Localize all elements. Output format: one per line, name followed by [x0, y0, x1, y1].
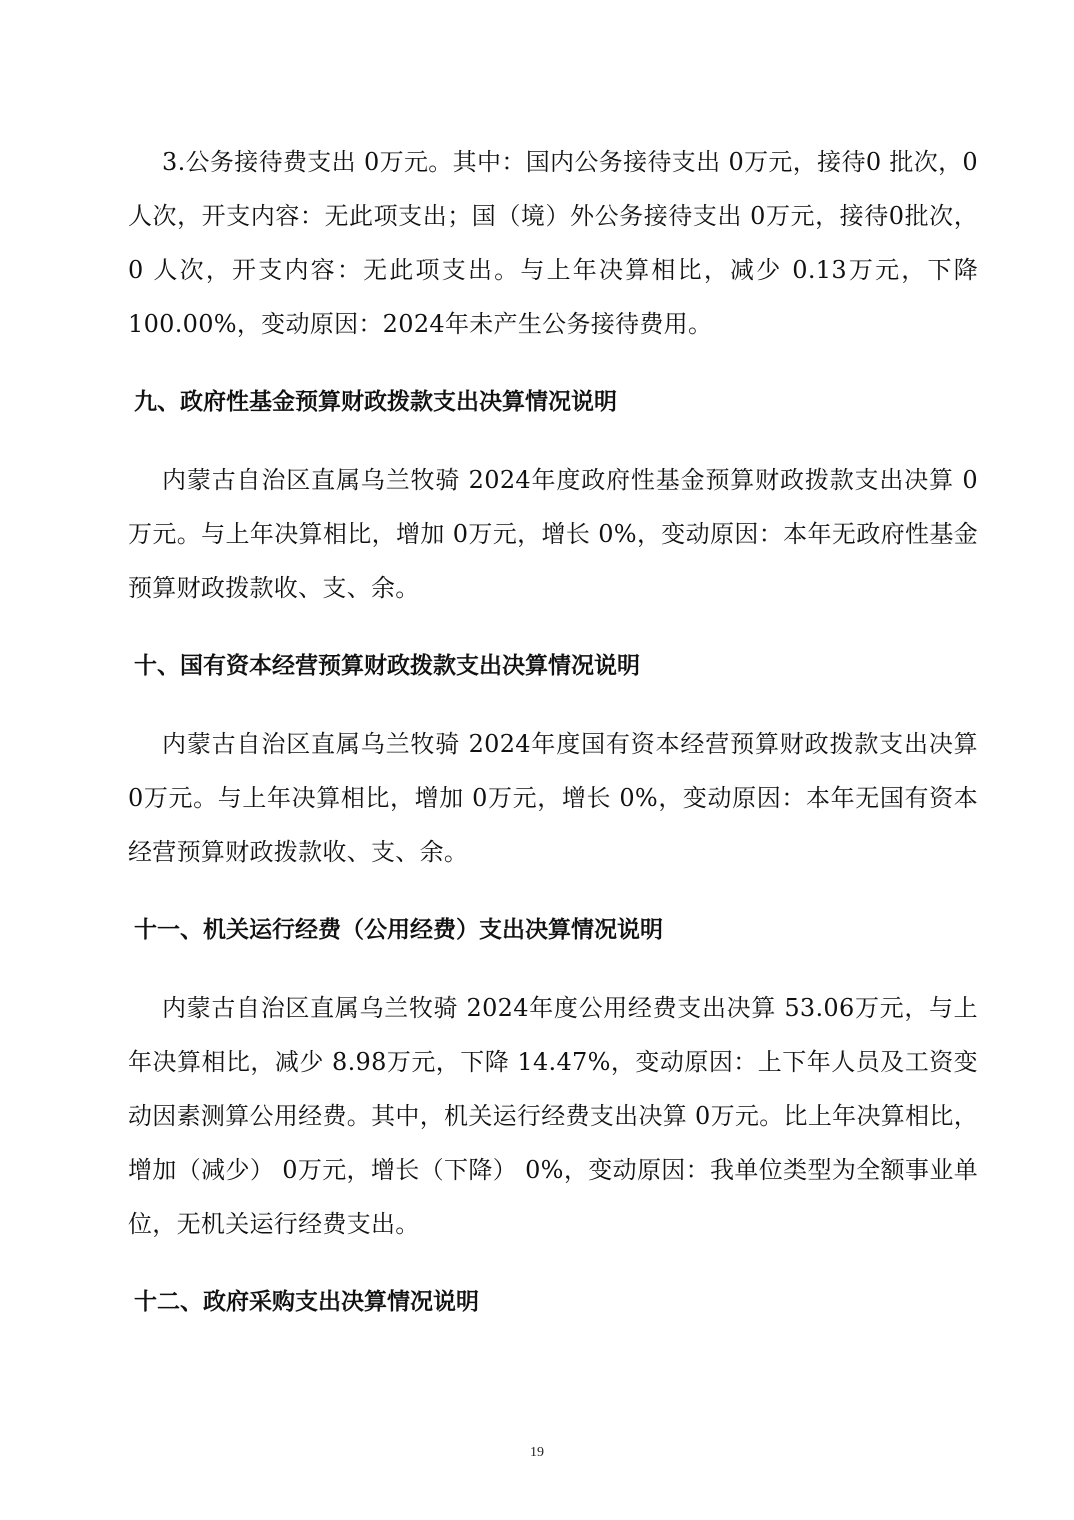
heading-section-12: 十二、政府采购支出决算情况说明 [134, 1289, 479, 1315]
paragraph-hospitality-expense: 3.公务接待费支出 0万元。其中：国内公务接待支出 0万元，接待0 批次，0 人次，开支内容：无此项支出；国（境）外公务接待支出 0万元，接待0批次，0 人次，开支内容：无此项支出。与上年决算相比，减少 0.13万元，下降 100.00%，变动原因：2024年未产生公务接待费用。 [128, 148, 978, 338]
page-number: 19 [530, 1445, 544, 1460]
paragraph-operating-cost: 内蒙古自治区直属乌兰牧骑 2024年度公用经费支出决算 53.06万元，与上年决算相比，减少 8.98万元，下降 14.47%，变动原因：上下年人员及工资变动因素测算公用经费。其中，机关运行经费支出决算 0万元。比上年决算相比，增加（减少） 0万元，增长（下降） 0%，变动原因：我单位类型为全额事业单位，无机关运行经费支出。 [128, 994, 978, 1238]
heading-section-9: 九、政府性基金预算财政拨款支出决算情况说明 [134, 389, 617, 415]
paragraph-gov-fund: 内蒙古自治区直属乌兰牧骑 2024年度政府性基金预算财政拨款支出决算 0万元。与上年决算相比，增加 0万元，增长 0%，变动原因：本年无政府性基金预算财政拨款收、支、余。 [128, 466, 978, 602]
heading-section-10: 十、国有资本经营预算财政拨款支出决算情况说明 [134, 653, 640, 679]
page-body [128, 135, 978, 1329]
paragraph-state-capital: 内蒙古自治区直属乌兰牧骑 2024年度国有资本经营预算财政拨款支出决算 0万元。与上年决算相比，增加 0万元，增长 0%，变动原因：本年无国有资本经营预算财政拨款收、支、余。 [128, 730, 978, 866]
heading-section-11: 十一、机关运行经费（公用经费）支出决算情况说明 [134, 917, 663, 943]
